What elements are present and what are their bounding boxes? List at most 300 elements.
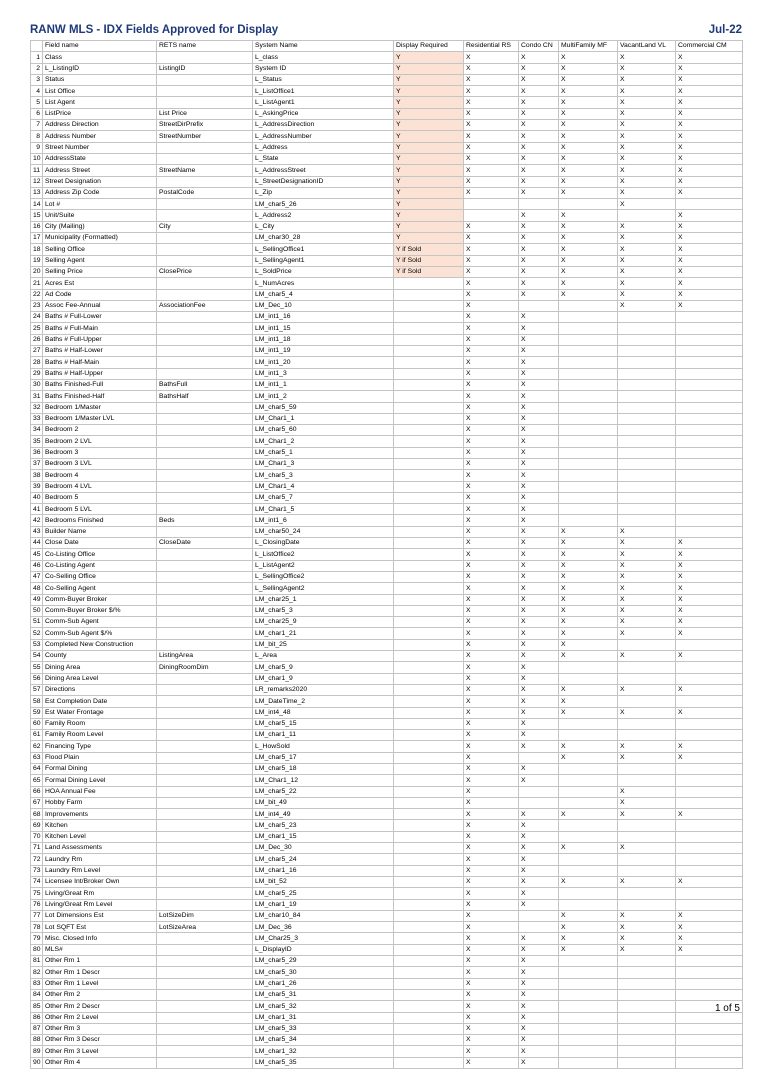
residential-cell: X: [464, 402, 519, 413]
row-number: 80: [31, 944, 43, 955]
condo-cell: X: [519, 876, 559, 887]
condo-cell: X: [519, 730, 559, 741]
commercial-cell: X: [676, 300, 743, 311]
system-name-cell: LM_Char1_12: [253, 775, 394, 786]
multifamily-cell: X: [559, 922, 618, 933]
multifamily-cell: X: [559, 684, 618, 695]
system-name-cell: LM_int1_20: [253, 357, 394, 368]
condo-cell: X: [519, 210, 559, 221]
residential-cell: [464, 199, 519, 210]
display-required-cell: [394, 436, 464, 447]
field-name-cell: Land Assessments: [43, 843, 157, 854]
field-name-cell: City (Mailing): [43, 221, 157, 232]
rets-name-cell: [157, 1035, 253, 1046]
page-number: 1 of 5: [714, 1003, 740, 1014]
residential-cell: X: [464, 165, 519, 176]
commercial-cell: [676, 526, 743, 537]
system-name-cell: L_SellingOffice2: [253, 571, 394, 582]
table-row: [31, 52, 743, 63]
commercial-cell: X: [676, 583, 743, 594]
condo-cell: X: [519, 831, 559, 842]
field-name-cell: Other Rm 1 Level: [43, 978, 157, 989]
vacant-land-cell: [618, 956, 676, 967]
system-name-cell: System ID: [253, 63, 394, 74]
display-required-cell: Y: [394, 108, 464, 119]
system-name-cell: LM_char1_9: [253, 673, 394, 684]
row-number: 84: [31, 989, 43, 1000]
rets-name-cell: [157, 944, 253, 955]
table-row: [31, 797, 743, 808]
multifamily-cell: [559, 978, 618, 989]
system-name-cell: L_Zip: [253, 187, 394, 198]
field-name-cell: Baths # Full-Main: [43, 323, 157, 334]
commercial-cell: [676, 797, 743, 808]
rets-name-cell: [157, 673, 253, 684]
commercial-cell: [676, 956, 743, 967]
vacant-land-cell: [618, 346, 676, 357]
system-name-cell: L_ListAgent1: [253, 97, 394, 108]
rets-name-cell: BathsHalf: [157, 391, 253, 402]
rets-name-cell: ListingArea: [157, 651, 253, 662]
display-required-cell: Y if Sold: [394, 244, 464, 255]
field-name-cell: AddressState: [43, 153, 157, 164]
multifamily-cell: X: [559, 933, 618, 944]
table-row: [31, 210, 743, 221]
condo-cell: X: [519, 764, 559, 775]
rets-name-cell: StreetName: [157, 165, 253, 176]
vacant-land-cell: [618, 504, 676, 515]
field-name-cell: Family Room Level: [43, 730, 157, 741]
vacant-land-cell: [618, 865, 676, 876]
system-name-cell: LM_int1_18: [253, 334, 394, 345]
system-name-cell: LM_char5_33: [253, 1023, 394, 1034]
system-name-cell: LM_int1_6: [253, 515, 394, 526]
field-name-cell: Lot SQFT Est: [43, 922, 157, 933]
multifamily-cell: X: [559, 526, 618, 537]
condo-cell: X: [519, 1057, 559, 1068]
table-row: [31, 492, 743, 503]
vacant-land-cell: X: [618, 583, 676, 594]
condo-cell: X: [519, 425, 559, 436]
display-required-cell: [394, 425, 464, 436]
table-row: [31, 368, 743, 379]
residential-cell: X: [464, 707, 519, 718]
display-required-cell: [394, 617, 464, 628]
col-header-commercial: Commercial CM: [676, 41, 743, 52]
condo-cell: [519, 797, 559, 808]
row-number: 50: [31, 605, 43, 616]
table-row: [31, 899, 743, 910]
field-name-cell: Licensee Int/Broker Own: [43, 876, 157, 887]
commercial-cell: X: [676, 153, 743, 164]
system-name-cell: LM_bit_25: [253, 639, 394, 650]
table-row: [31, 854, 743, 865]
field-name-cell: Other Rm 2: [43, 989, 157, 1000]
rets-name-cell: LotSizeDim: [157, 910, 253, 921]
condo-cell: X: [519, 492, 559, 503]
display-required-cell: [394, 820, 464, 831]
table-row: [31, 1035, 743, 1046]
row-number: 43: [31, 526, 43, 537]
row-number: 42: [31, 515, 43, 526]
rets-name-cell: [157, 255, 253, 266]
display-required-cell: [394, 481, 464, 492]
multifamily-cell: [559, 888, 618, 899]
field-name-cell: Lot Dimensions Est: [43, 910, 157, 921]
multifamily-cell: [559, 346, 618, 357]
vacant-land-cell: [618, 425, 676, 436]
table-row: [31, 956, 743, 967]
residential-cell: X: [464, 989, 519, 1000]
residential-cell: X: [464, 153, 519, 164]
multifamily-cell: X: [559, 549, 618, 560]
condo-cell: X: [519, 74, 559, 85]
residential-cell: X: [464, 820, 519, 831]
rets-name-cell: [157, 797, 253, 808]
rets-name-cell: [157, 436, 253, 447]
condo-cell: X: [519, 809, 559, 820]
vacant-land-cell: [618, 696, 676, 707]
system-name-cell: LM_Char1_5: [253, 504, 394, 515]
table-row: [31, 334, 743, 345]
row-number: 24: [31, 312, 43, 323]
commercial-cell: X: [676, 176, 743, 187]
display-required-cell: [394, 1057, 464, 1068]
commercial-cell: [676, 899, 743, 910]
display-required-cell: [394, 583, 464, 594]
display-required-cell: [394, 571, 464, 582]
vacant-land-cell: [618, 379, 676, 390]
residential-cell: X: [464, 86, 519, 97]
commercial-cell: [676, 379, 743, 390]
condo-cell: [519, 300, 559, 311]
rets-name-cell: CloseDate: [157, 538, 253, 549]
vacant-land-cell: [618, 357, 676, 368]
residential-cell: X: [464, 526, 519, 537]
table-row: [31, 775, 743, 786]
display-required-cell: [394, 300, 464, 311]
vacant-land-cell: X: [618, 797, 676, 808]
commercial-cell: [676, 447, 743, 458]
multifamily-cell: [559, 764, 618, 775]
commercial-cell: X: [676, 876, 743, 887]
rets-name-cell: [157, 843, 253, 854]
field-name-cell: Address Number: [43, 131, 157, 142]
condo-cell: X: [519, 628, 559, 639]
vacant-land-cell: X: [618, 944, 676, 955]
field-name-cell: Bedroom 1/Master LVL: [43, 413, 157, 424]
rets-name-cell: [157, 764, 253, 775]
multifamily-cell: [559, 357, 618, 368]
multifamily-cell: X: [559, 707, 618, 718]
system-name-cell: LM_Char1_2: [253, 436, 394, 447]
display-required-cell: [394, 673, 464, 684]
commercial-cell: [676, 673, 743, 684]
display-required-cell: [394, 876, 464, 887]
residential-cell: X: [464, 617, 519, 628]
row-number: 47: [31, 571, 43, 582]
vacant-land-cell: [618, 210, 676, 221]
display-required-cell: Y: [394, 74, 464, 85]
field-name-cell: Co-Listing Office: [43, 549, 157, 560]
commercial-cell: X: [676, 809, 743, 820]
system-name-cell: LM_int1_16: [253, 312, 394, 323]
commercial-cell: [676, 730, 743, 741]
system-name-cell: LM_char5_9: [253, 662, 394, 673]
field-name-cell: Bedrooms Finished: [43, 515, 157, 526]
display-required-cell: Y: [394, 153, 464, 164]
commercial-cell: X: [676, 187, 743, 198]
field-name-cell: List Agent: [43, 97, 157, 108]
residential-cell: X: [464, 741, 519, 752]
commercial-cell: X: [676, 549, 743, 560]
condo-cell: X: [519, 153, 559, 164]
multifamily-cell: X: [559, 153, 618, 164]
table-row: [31, 470, 743, 481]
table-row: [31, 165, 743, 176]
condo-cell: X: [519, 165, 559, 176]
field-name-cell: Street Designation: [43, 176, 157, 187]
row-number: 65: [31, 775, 43, 786]
condo-cell: X: [519, 63, 559, 74]
condo-cell: X: [519, 97, 559, 108]
rets-name-cell: [157, 346, 253, 357]
row-number: 83: [31, 978, 43, 989]
row-number: 74: [31, 876, 43, 887]
condo-cell: [519, 910, 559, 921]
vacant-land-cell: [618, 775, 676, 786]
table-row: [31, 989, 743, 1000]
display-required-cell: Y: [394, 63, 464, 74]
display-required-cell: [394, 628, 464, 639]
table-row: [31, 74, 743, 85]
rets-name-cell: [157, 244, 253, 255]
condo-cell: X: [519, 583, 559, 594]
table-row: [31, 752, 743, 763]
rets-name-cell: BathsFull: [157, 379, 253, 390]
commercial-cell: X: [676, 628, 743, 639]
condo-cell: X: [519, 266, 559, 277]
table-row: [31, 662, 743, 673]
system-name-cell: L_Status: [253, 74, 394, 85]
display-required-cell: [394, 334, 464, 345]
residential-cell: X: [464, 244, 519, 255]
multifamily-cell: X: [559, 131, 618, 142]
display-required-cell: Y: [394, 165, 464, 176]
rets-name-cell: [157, 86, 253, 97]
vacant-land-cell: [618, 978, 676, 989]
display-required-cell: [394, 843, 464, 854]
vacant-land-cell: [618, 515, 676, 526]
col-header-num: [31, 41, 43, 52]
table-row: [31, 910, 743, 921]
field-name-cell: Bedroom 4: [43, 470, 157, 481]
residential-cell: X: [464, 956, 519, 967]
commercial-cell: X: [676, 560, 743, 571]
rets-name-cell: [157, 1001, 253, 1012]
rets-name-cell: City: [157, 221, 253, 232]
field-name-cell: Street Number: [43, 142, 157, 153]
display-required-cell: [394, 639, 464, 650]
commercial-cell: X: [676, 63, 743, 74]
commercial-cell: [676, 458, 743, 469]
condo-cell: X: [519, 605, 559, 616]
rets-name-cell: [157, 289, 253, 300]
residential-cell: X: [464, 52, 519, 63]
field-name-cell: Selling Agent: [43, 255, 157, 266]
residential-cell: X: [464, 300, 519, 311]
residential-cell: X: [464, 684, 519, 695]
vacant-land-cell: X: [618, 594, 676, 605]
multifamily-cell: [559, 865, 618, 876]
vacant-land-cell: X: [618, 289, 676, 300]
field-name-cell: Baths # Full-Lower: [43, 312, 157, 323]
row-number: 53: [31, 639, 43, 650]
system-name-cell: LR_remarks2020: [253, 684, 394, 695]
system-name-cell: LM_Char1_4: [253, 481, 394, 492]
multifamily-cell: X: [559, 560, 618, 571]
rets-name-cell: [157, 786, 253, 797]
multifamily-cell: X: [559, 142, 618, 153]
table-row: [31, 436, 743, 447]
commercial-cell: [676, 775, 743, 786]
rets-name-cell: [157, 888, 253, 899]
table-row: [31, 786, 743, 797]
residential-cell: X: [464, 131, 519, 142]
residential-cell: X: [464, 425, 519, 436]
multifamily-cell: [559, 673, 618, 684]
condo-cell: X: [519, 108, 559, 119]
system-name-cell: LM_int4_49: [253, 809, 394, 820]
commercial-cell: X: [676, 210, 743, 221]
commercial-cell: [676, 413, 743, 424]
display-required-cell: [394, 865, 464, 876]
rets-name-cell: [157, 447, 253, 458]
field-name-cell: Co-Selling Office: [43, 571, 157, 582]
vacant-land-cell: X: [618, 300, 676, 311]
rets-name-cell: [157, 730, 253, 741]
system-name-cell: LM_char5_15: [253, 718, 394, 729]
commercial-cell: X: [676, 651, 743, 662]
table-row: [31, 549, 743, 560]
table-row: [31, 199, 743, 210]
rets-name-cell: [157, 571, 253, 582]
vacant-land-cell: X: [618, 707, 676, 718]
display-required-cell: [394, 312, 464, 323]
display-required-cell: [394, 707, 464, 718]
commercial-cell: [676, 1057, 743, 1068]
field-name-cell: Close Date: [43, 538, 157, 549]
multifamily-cell: [559, 1035, 618, 1046]
residential-cell: X: [464, 221, 519, 232]
condo-cell: X: [519, 888, 559, 899]
multifamily-cell: [559, 775, 618, 786]
field-name-cell: Ad Code: [43, 289, 157, 300]
field-name-cell: Comm-Buyer Broker: [43, 594, 157, 605]
field-name-cell: Dining Area Level: [43, 673, 157, 684]
row-number: 69: [31, 820, 43, 831]
vacant-land-cell: [618, 413, 676, 424]
row-number: 55: [31, 662, 43, 673]
multifamily-cell: X: [559, 255, 618, 266]
residential-cell: X: [464, 775, 519, 786]
condo-cell: [519, 786, 559, 797]
row-number: 81: [31, 956, 43, 967]
vacant-land-cell: X: [618, 549, 676, 560]
vacant-land-cell: X: [618, 684, 676, 695]
residential-cell: X: [464, 605, 519, 616]
multifamily-cell: [559, 797, 618, 808]
table-row: [31, 718, 743, 729]
commercial-cell: [676, 854, 743, 865]
row-number: 38: [31, 470, 43, 481]
system-name-cell: L_StreetDesignationID: [253, 176, 394, 187]
row-number: 77: [31, 910, 43, 921]
system-name-cell: L_AddressStreet: [253, 165, 394, 176]
rets-name-cell: [157, 357, 253, 368]
condo-cell: X: [519, 854, 559, 865]
multifamily-cell: X: [559, 809, 618, 820]
field-name-cell: Directions: [43, 684, 157, 695]
multifamily-cell: [559, 492, 618, 503]
system-name-cell: L_NumAcres: [253, 278, 394, 289]
field-name-cell: Lot #: [43, 199, 157, 210]
vacant-land-cell: X: [618, 628, 676, 639]
residential-cell: X: [464, 910, 519, 921]
multifamily-cell: X: [559, 583, 618, 594]
field-name-cell: Comm-Sub Agent: [43, 617, 157, 628]
display-required-cell: [394, 605, 464, 616]
commercial-cell: X: [676, 74, 743, 85]
residential-cell: X: [464, 786, 519, 797]
condo-cell: X: [519, 956, 559, 967]
condo-cell: X: [519, 741, 559, 752]
table-row: [31, 673, 743, 684]
commercial-cell: [676, 436, 743, 447]
residential-cell: X: [464, 233, 519, 244]
rets-name-cell: [157, 876, 253, 887]
table-row: [31, 1057, 743, 1068]
commercial-cell: X: [676, 617, 743, 628]
commercial-cell: X: [676, 221, 743, 232]
residential-cell: X: [464, 187, 519, 198]
vacant-land-cell: X: [618, 221, 676, 232]
multifamily-cell: X: [559, 741, 618, 752]
system-name-cell: L_SoldPrice: [253, 266, 394, 277]
display-required-cell: [394, 775, 464, 786]
vacant-land-cell: X: [618, 199, 676, 210]
vacant-land-cell: [618, 899, 676, 910]
commercial-cell: [676, 639, 743, 650]
row-number: 41: [31, 504, 43, 515]
system-name-cell: LM_Char25_3: [253, 933, 394, 944]
system-name-cell: LM_char5_29: [253, 956, 394, 967]
multifamily-cell: X: [559, 266, 618, 277]
display-required-cell: [394, 413, 464, 424]
row-number: 26: [31, 334, 43, 345]
multifamily-cell: X: [559, 221, 618, 232]
condo-cell: X: [519, 560, 559, 571]
row-number: 61: [31, 730, 43, 741]
condo-cell: X: [519, 899, 559, 910]
table-row: [31, 63, 743, 74]
system-name-cell: LM_int1_19: [253, 346, 394, 357]
condo-cell: X: [519, 843, 559, 854]
rets-name-cell: StreetNumber: [157, 131, 253, 142]
multifamily-cell: X: [559, 594, 618, 605]
rets-name-cell: [157, 1057, 253, 1068]
table-row: [31, 628, 743, 639]
